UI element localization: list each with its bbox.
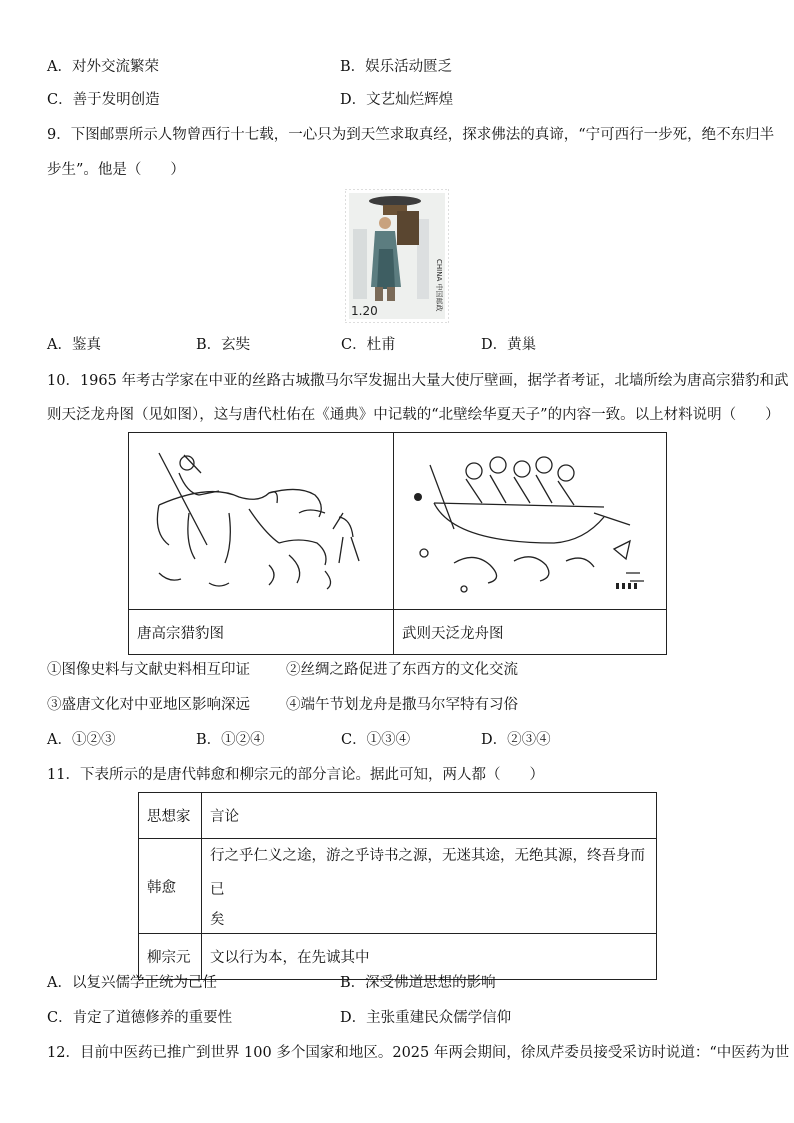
quote-line: 矣 — [210, 912, 225, 928]
q8-option-d: D．文艺灿烂辉煌 — [340, 92, 454, 108]
thinker-quote — [202, 839, 657, 934]
q11-option-b: B．深受佛道思想的影响 — [340, 975, 496, 991]
thinker-quote: 文以行为本，在先诚其中 — [202, 934, 657, 980]
q10-option-b: B．①②④ — [196, 732, 265, 748]
q9-option-d: D．黄巢 — [481, 337, 537, 353]
quote-line: 行之乎仁义之途，游之乎诗书之源，无迷其途，无绝其源，终吾身而已 — [210, 848, 645, 898]
q10-stem-line1: 10．1965 年考古学家在中亚的丝路古城撒马尔罕发掘出大量大使厅壁画，据学者考证，北墙所绘为唐高宗猎豹和武 — [47, 373, 789, 389]
mural-table — [128, 432, 667, 655]
q12-stem-line1: 12．目前中医药已推广到世界 100 多个国家和地区。2025 年两会期间，徐凤芹委员接受采访时说道：“中医药为世 — [47, 1045, 790, 1061]
quotes-table — [138, 792, 657, 980]
header-quote: 言论 — [202, 793, 657, 839]
q10-statement-1: ①图像史料与文献史料相互印证 — [47, 662, 250, 678]
q11-option-a: A．以复兴儒学正统为己任 — [47, 975, 217, 991]
q11-stem: 11．下表所示的是唐代韩愈和柳宗元的部分言论。据此可知，两人都（ ） — [47, 767, 544, 783]
q8-option-c: C．善于发明创造 — [47, 92, 160, 108]
q9-stem-line1: 9．下图邮票所示人物曾西行十七载，一心只为到天竺求取真经，探求佛法的真谛，“宁可西行一步死，绝不东归半 — [47, 127, 775, 143]
thinker-name: 韩愈 — [139, 839, 202, 934]
q8-option-a: A．对外交流繁荣 — [47, 59, 159, 75]
q10-statement-4: ④端午节划龙舟是撒马尔罕特有习俗 — [286, 697, 518, 713]
q10-option-d: D．②③④ — [481, 732, 551, 748]
q11-option-c: C．肯定了道德修养的重要性 — [47, 1010, 233, 1026]
stamp-country: CHINA 中国邮政 — [435, 259, 443, 312]
q10-stem-line2: 则天泛龙舟图（见如图），这与唐代杜佑在《通典》中记载的“北壁绘华夏天子”的内容一致。以上材料说明（ ） — [47, 407, 780, 423]
q8-option-b: B．娱乐活动匮乏 — [340, 59, 453, 75]
q9-option-b: B．玄奘 — [196, 337, 251, 353]
q11-option-d: D．主张重建民众儒学信仰 — [340, 1010, 512, 1026]
stamp-image — [345, 189, 449, 323]
q9-stem-line2: 步生”。他是（ ） — [47, 162, 185, 178]
q10-option-c: C．①③④ — [341, 732, 411, 748]
q9-option-c: C．杜甫 — [341, 337, 396, 353]
q10-statement-3: ③盛唐文化对中亚地区影响深远 — [47, 697, 250, 713]
header-thinker: 思想家 — [139, 793, 202, 839]
hunting-leopard-image — [129, 433, 394, 610]
caption-hunting-leopard: 唐高宗猎豹图 — [129, 610, 394, 655]
thinker-name: 柳宗元 — [139, 934, 202, 980]
caption-dragon-boat: 武则天泛龙舟图 — [394, 610, 667, 655]
stamp-denomination: 1.20 — [351, 304, 378, 318]
q10-option-a: A．①②③ — [47, 732, 116, 748]
dragon-boat-image — [394, 433, 667, 610]
q9-option-a: A．鉴真 — [47, 337, 101, 353]
q10-statement-2: ②丝绸之路促进了东西方的文化交流 — [286, 662, 518, 678]
